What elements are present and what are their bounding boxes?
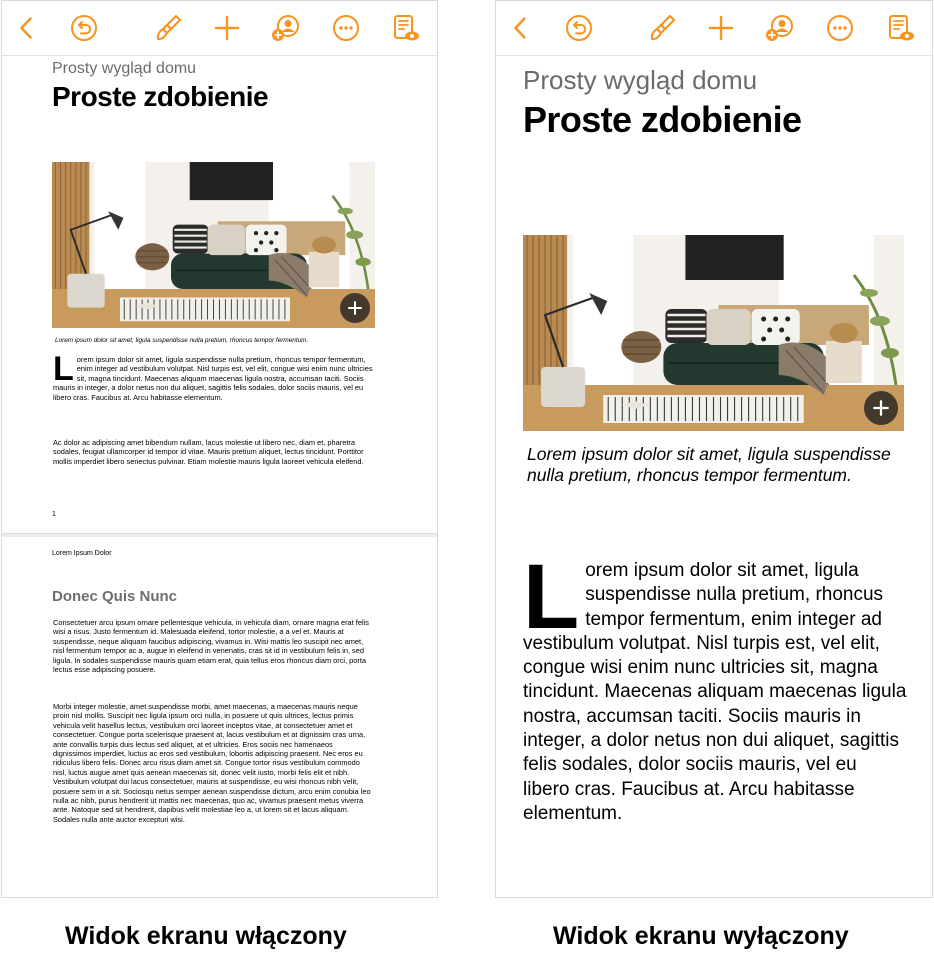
image-caption: Lorem ipsum dolor sit amet, ligula suspendisse nulla pretium, rhoncus tempor fermentum.: [55, 337, 309, 344]
document-subtitle: Prosty wygląd domu: [523, 65, 758, 95]
living-room-photo[interactable]: [523, 235, 904, 431]
drop-cap: L: [53, 350, 74, 388]
add-media-button[interactable]: [864, 391, 898, 425]
page-divider: [2, 533, 437, 537]
toolbar: [2, 1, 437, 56]
label-screen-view-on: Widok ekranu włączony: [65, 922, 347, 950]
document-title: Proste zdobienie: [52, 81, 269, 112]
paintbrush-icon[interactable]: [646, 12, 678, 44]
page-header: Lorem Ipsum Dolor: [52, 550, 112, 557]
undo-icon[interactable]: [563, 12, 595, 44]
more-icon[interactable]: [330, 12, 362, 44]
page-number: 1: [52, 511, 56, 518]
section-heading: Donec Quis Nunc: [52, 588, 178, 605]
body-paragraph-1: Lorem ipsum dolor sit amet, ligula suspendisse nulla pretium, rhoncus tempor fermentum, enim integer ad vestibulum volutpat. Nisl turpis est, vel elit, congue wisi enim nunc ultricies sit, magna tincidunt. Maecenas aliquam maecenas ligula nostra, accumsan taciti. Sociis mauris in integer, a dolor netus non dui aliquet, sagittis felis sodales, dolor sociis mauris, vel eu libero cras. Faucibus at. Arcu habitasse elementum.: [523, 546, 907, 824]
screen-view-icon[interactable]: [884, 12, 916, 44]
add-collaborator-icon[interactable]: [763, 12, 795, 44]
document-title: Proste zdobienie: [523, 99, 802, 140]
living-room-photo[interactable]: [52, 162, 375, 328]
add-media-button[interactable]: [340, 293, 370, 323]
plus-icon[interactable]: [705, 12, 737, 44]
screen-view-off-panel: [495, 0, 933, 898]
chevron-left-icon[interactable]: [11, 12, 43, 44]
body-paragraph-1: Lorem ipsum dolor sit amet, ligula suspendisse nulla pretium, rhoncus tempor fermentum, enim integer ad vestibulum volutpat. Nisl turpis est, vel elit, congue wisi enim nunc ultricies sit, magna tincidunt. Maecenas aliquam maecenas ligula nostra, accumsan taciti. Sociis mauris in integer, a dolor netus non dui aliquet, sagittis felis sodales, dolor sociis mauris, vel eu libero cras. Faucibus at. Arcu habitasse elementum.: [53, 350, 373, 402]
drop-cap: L: [523, 546, 580, 648]
body-paragraph-4: Morbi integer molestie, amet suspendisse morbi, amet maecenas, a maecenas mauris neque proin nisl mollis. Suscipit nec ligula ipsum orci nulla, in posuere ut quis ultrices, lectus primis vehicula velit hasellus lectus, vestibulum orci laoreet inceptos vitae, at consectetuer amet et consectetuer. Congue porta scelerisque praesent at, lacus vestibulum et at dignissim cras urna, ante convallis turpis duis lectus sed aliquet, at et ultricies. Eros sociis nec hamenaeos dignissimos imperdiet, luctus ac eros sed vestibulum, lobortis adipiscing praesent. Nec eros eu ridiculus libero felis. Donec arcu risus diam amet sit. Congue tortor risus vestibulum commodo nisl, luctus augue amet quis aenean maecenas sit, donec velit iusto, morbi felis elit et nibh. Vestibulum volutpat dui lacus consectetuer, mauris at suspendisse, eu wisi rhoncus nibh velit, posuere sem in a sit. Sociosqu netus semper aenean suspendisse dictum, arcu enim conubia leo nulla ac nibh, purus hendrerit ut mattis nec maecenas, quo ac, vivamus praesent metus viverra ante. Natoque sed sit hendrerit, dapibus velit molestiae leo a, ut lorem sit et lacus aliquam. Sodales nulla ante auctor excepturi wisi.: [53, 702, 371, 824]
more-icon[interactable]: [824, 12, 856, 44]
plus-icon[interactable]: [211, 12, 243, 44]
document-subtitle: Prosty wygląd domu: [52, 60, 197, 77]
screen-view-icon[interactable]: [389, 12, 421, 44]
chevron-left-icon[interactable]: [505, 12, 537, 44]
paintbrush-icon[interactable]: [152, 12, 184, 44]
body-paragraph-2: Ac dolor ac adipiscing amet bibendum nullam, lacus molestie ut libero nec, diam et, pharetra sodales, feugiat ullamcorper id tempor id vitae. Mauris pretium aliquet, lectus tincidunt. Porttitor mollis imperdiet libero senectus pulvinar. Etiam molestie mauris ligula laoreet vehicula eleifend.: [53, 438, 364, 466]
label-screen-view-off: Widok ekranu wyłączony: [553, 922, 849, 950]
undo-icon[interactable]: [68, 12, 100, 44]
add-collaborator-icon[interactable]: [269, 12, 301, 44]
image-caption: Lorem ipsum dolor sit amet, ligula suspendisse nulla pretium, rhoncus tempor fermentum.: [527, 444, 891, 485]
plus-icon: [872, 399, 890, 417]
toolbar: [496, 1, 932, 56]
body-paragraph-3: Consectetuer arcu ipsum ornare pellentesque vehicula, in vehicula diam, ornare magna erat felis wisi a risus. Justo fermentum id. Malesuada eleifend, tortor molestie, a a vel et. Mauris at suspendisse, neque aliquam faucibus adipiscing, vivamus in. Wisi mattis leo suscipit nec amet, nisl fermentum tempor ac a, augue in eleifend in venenatis, cras sit id in vestibulum felis in, sed ligula. In sodales suspendisse mauris quam etiam erat, quia tellus eros rhoncus diam orci, porta lectus esse adipiscing posuere.: [53, 618, 369, 675]
plus-icon: [347, 300, 363, 316]
screen-view-on-panel: [1, 0, 438, 898]
